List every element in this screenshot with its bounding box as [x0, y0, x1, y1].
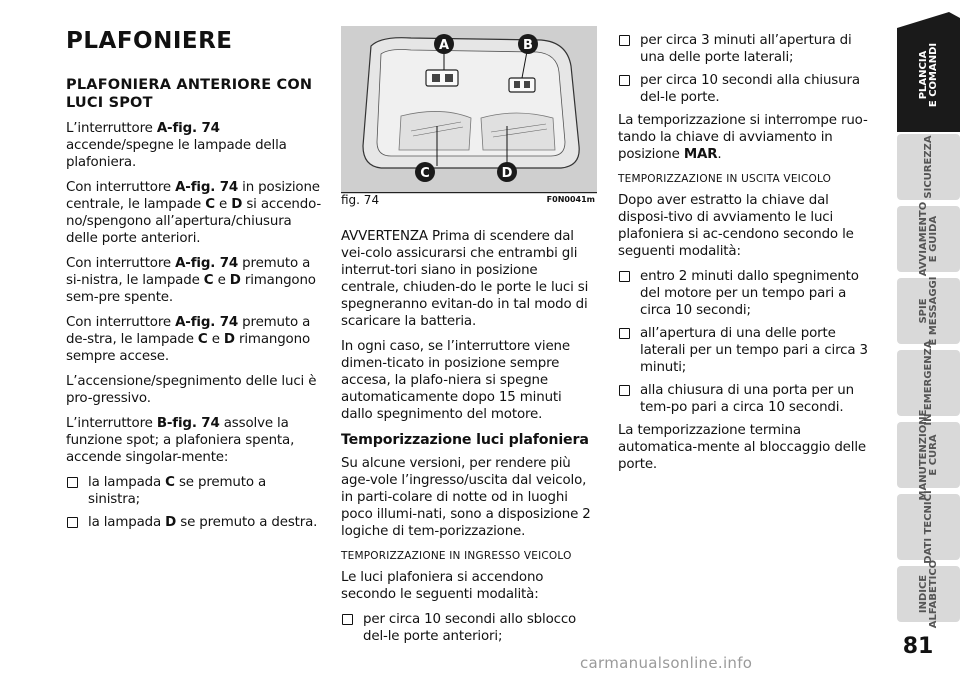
list-item: alla chiusura di una porta per un tem-po pari a circa 10 secondi. — [618, 382, 868, 416]
list-item: per circa 3 minuti all’apertura di una delle porte laterali; — [618, 32, 868, 66]
subheading: TEMPORIZZAZIONE IN INGRESSO VEICOLO — [341, 550, 572, 562]
column-middle — [341, 228, 597, 651]
paragraph: L’accensione/spegnimento delle luci è pro-gressivo. — [66, 374, 317, 406]
marker-b — [518, 34, 538, 54]
list-item: all’apertura di una delle porte laterali per un tempo pari a circa 3 minuti; — [618, 325, 868, 376]
tab-indice-alfabetico[interactable]: INDICE ALFABETICO — [917, 559, 939, 629]
list-item: per circa 10 secondi alla chiusura del-le porte. — [618, 72, 868, 106]
svg-text:C: C — [420, 166, 430, 181]
marker-c — [415, 162, 435, 182]
tab-dati-tecnici[interactable]: DATI TECNICI — [922, 490, 934, 564]
subheading: TEMPORIZZAZIONE IN USCITA VEICOLO — [618, 173, 832, 185]
paragraph: La temporizzazione termina automatica-mente al bloccaggio delle porte. — [618, 423, 866, 472]
svg-text:B: B — [523, 38, 533, 53]
paragraph: In ogni caso, se l’interruttore viene dimen-ticato in posizione sempre accesa, la plafo-niera si spegne automaticamente dopo 15 minuti dallo spegnimento del motore. — [341, 339, 570, 422]
paragraph: Con interruttore A-fig. 74 in posizione centrale, le lampade C e D si accendo-no/spengono all’apertura/chiusura delle porte anteriori. — [66, 180, 322, 246]
list-item: la lampada D se premuto a destra. — [66, 514, 322, 531]
column-left — [66, 76, 322, 537]
column-right — [618, 32, 868, 481]
paragraph: Le luci plafoniera si accendono secondo le seguenti modalità: — [341, 570, 544, 602]
paragraph: L’interruttore A-fig. 74 accende/spegne le lampade della plafoniera. — [66, 121, 287, 170]
paragraph: Con interruttore A-fig. 74 premuto a si-nistra, le lampade C e D rimangono sem-pre spente. — [66, 256, 316, 305]
tab-avviamento-e-guida[interactable]: AVVIAMENTO E GUIDA — [917, 201, 939, 277]
marker-a — [434, 34, 454, 54]
paragraph: Dopo aver estratto la chiave dal disposi-tivo di avviamento le luci plafoniera si ac-cendono secondo le seguenti modalità: — [618, 193, 854, 259]
svg-text:A: A — [438, 38, 450, 53]
svg-text:D: D — [501, 166, 513, 181]
page-number: 81 — [902, 634, 934, 659]
paragraph: Con interruttore A-fig. 74 premuto a de-stra, le lampade C e D rimangono sempre accese. — [66, 315, 311, 364]
figure-number: fig. 74 — [341, 193, 380, 207]
tab-manutenzione-e-cura[interactable]: MANUTENZIONE E CURA — [917, 409, 939, 501]
chapter-tabs — [897, 12, 960, 629]
section-heading: Temporizzazione luci plafoniera — [341, 432, 589, 448]
page-title: PLAFONIERE — [66, 28, 233, 54]
figure-code: F0N0041m — [546, 195, 595, 204]
figure-caption — [341, 192, 597, 209]
paragraph: La temporizzazione si interrompe ruo-tando la chiave di avviamento in posizione MAR. — [618, 113, 868, 162]
dome-light-drawing — [341, 26, 597, 194]
tab-plancia-e-comandi[interactable]: PLANCIA E COMANDI — [917, 42, 939, 108]
paragraph: Su alcune versioni, per rendere più age-vole l’ingresso/uscita dal veicolo, in parti-colare di notte od in luoghi poco illumi-nati, sono a disposizione 2 logiche di tem-porizzazione. — [341, 456, 591, 539]
tab-in-emergenza[interactable]: IN EMERGENZA — [922, 340, 934, 426]
paragraph: L’interruttore B-fig. 74 assolve la funzione spot; a plafoniera spenta, accende singolar-mente: — [66, 416, 295, 465]
figure-74-illustration — [341, 26, 597, 194]
tab-spie-e-messaggi[interactable]: SPIE E MESSAGGI — [917, 276, 939, 346]
warning-paragraph: AVVERTENZA Prima di scendere dal vei-colo assicurarsi che entrambi gli interrut-tori siano in posizione centrale, chiuden-do le porte le luci si spegneranno evitan-do in tal modo di scaricare la batteria. — [341, 229, 589, 329]
section-subtitle: PLAFONIERA ANTERIORE CON LUCI SPOT — [66, 77, 313, 111]
tab-sicurezza[interactable]: SICUREZZA — [922, 135, 934, 199]
marker-d — [497, 162, 517, 182]
list-item: la lampada C se premuto a sinistra; — [66, 474, 322, 508]
list-item: per circa 10 secondi allo sblocco del-le porte anteriori; — [341, 611, 597, 645]
list-item: entro 2 minuti dallo spegnimento del motore per un tempo pari a circa 10 secondi; — [618, 268, 868, 319]
watermark: carmanualsonline.info — [580, 654, 753, 672]
